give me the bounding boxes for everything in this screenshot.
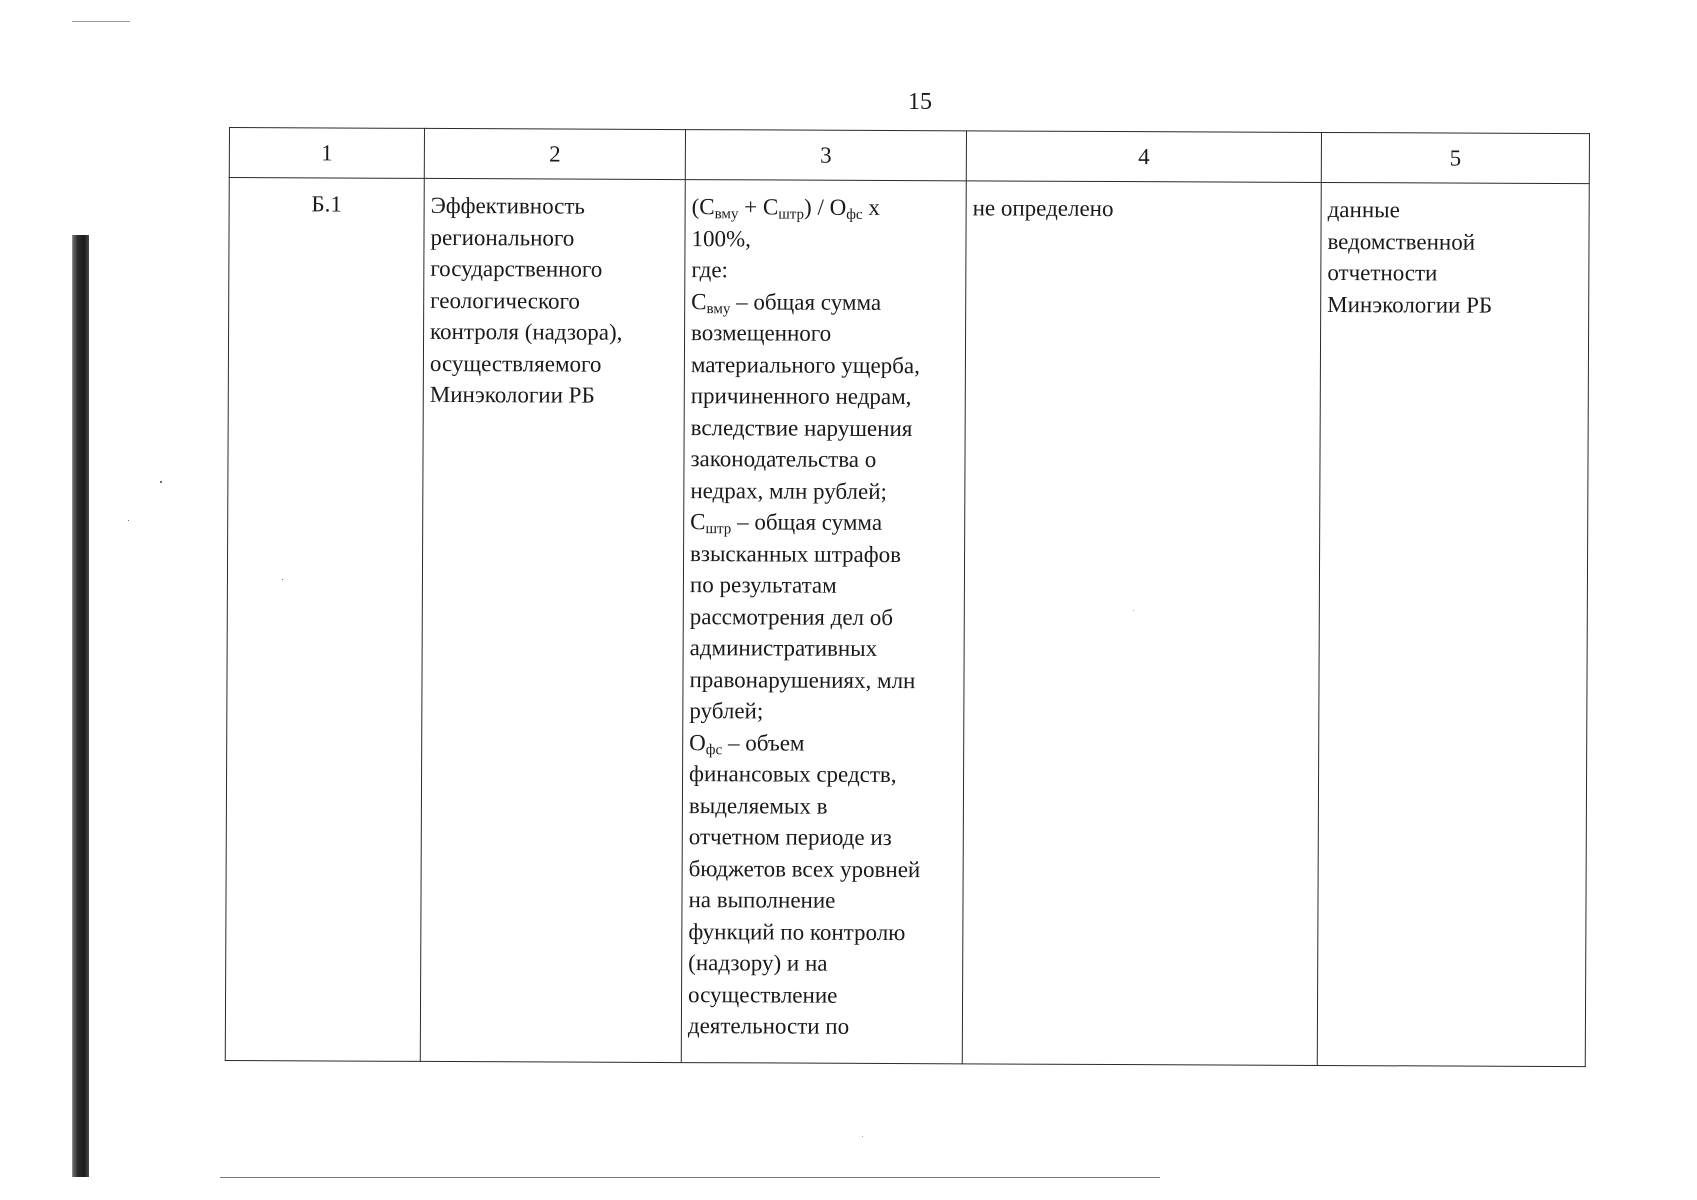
indicator-name-line: геологического (430, 287, 580, 314)
definition-line: выделяемых в (688, 792, 828, 819)
indicator-name-line: Минэкологии РБ (429, 381, 595, 408)
scan-speck (128, 520, 129, 521)
scan-speck (160, 481, 162, 483)
data-source-line: отчетности (1327, 259, 1438, 286)
indicator-table (225, 127, 1590, 1067)
column-number-2: 2 (424, 128, 685, 179)
definition-line: рассмотрения дел об (689, 603, 894, 630)
definition-line: вследствие нарушения (690, 414, 913, 441)
column-number-4: 4 (966, 131, 1321, 183)
formula-line: $(С_{вму} + С_{штр}) / О_{фс}$ х (691, 194, 880, 223)
definition-line: бюджетов всех уровней (688, 855, 921, 882)
definition-sshtr-line: $С_{штр}$ – общая сумма (690, 509, 883, 538)
definition-svmu-line: $С_{вму}$ – общая сумма (691, 288, 882, 317)
definition-line: возмещенного (691, 320, 832, 346)
data-source-line: Минэкологии РБ (1327, 291, 1493, 318)
indicator-code: Б.1 (225, 178, 424, 1062)
definition-line: (надзору) и на (688, 950, 828, 976)
definition-line: причиненного недрам, (690, 383, 912, 410)
definition-line: по результатам (689, 572, 837, 598)
column-number-5: 5 (1321, 132, 1589, 183)
definition-ofs-line: $О_{фс}$ – объем (689, 729, 805, 758)
data-source-line: данные (1327, 196, 1400, 223)
definition-line: финансовых средств, (689, 761, 897, 788)
target-value (962, 181, 1321, 1066)
calculation-method (681, 180, 966, 1064)
definition-line: правонарушениях, млн (689, 666, 916, 693)
scan-edge-shadow (73, 235, 89, 1177)
scan-artifact-bottom-line (220, 1177, 1160, 1178)
definition-line: деятельности по (687, 1013, 850, 1039)
definition-line: материального ущерба, (690, 351, 920, 378)
scan-speck (862, 1136, 863, 1137)
definition-line: отчетном периоде из (688, 824, 892, 851)
page-number: 15 (908, 89, 932, 115)
indicator-name-line: регионального (430, 224, 575, 251)
indicator-name-line: государственного (430, 255, 603, 282)
scan-artifact-top (72, 21, 130, 22)
data-source (1317, 182, 1589, 1066)
table-row (225, 178, 1589, 1067)
definition-line: функций по контролю (688, 918, 906, 945)
column-number-3: 3 (685, 130, 966, 181)
indicator-name-line: осуществляемого (429, 350, 602, 377)
definition-line: административных (689, 635, 878, 661)
column-number-1: 1 (229, 128, 424, 179)
formula-percent: 100%, (691, 225, 751, 251)
indicator-name-line: контроля (надзора), (430, 318, 623, 345)
definition-line: законодательства о (690, 446, 877, 472)
indicator-name (420, 178, 685, 1062)
definition-line: осуществление (688, 981, 838, 1008)
definition-line: на выполнение (688, 887, 836, 913)
target-value-text: не определено (972, 195, 1114, 222)
definition-line: взысканных штрафов (690, 540, 902, 567)
definition-line: рублей; (689, 698, 764, 724)
data-source-line: ведомственной (1327, 228, 1476, 255)
formula-where: где: (691, 257, 729, 283)
table-header-row (229, 128, 1589, 184)
indicator-name-line: Эффективность (430, 192, 585, 219)
definition-line: недрах, млн рублей; (690, 477, 888, 504)
